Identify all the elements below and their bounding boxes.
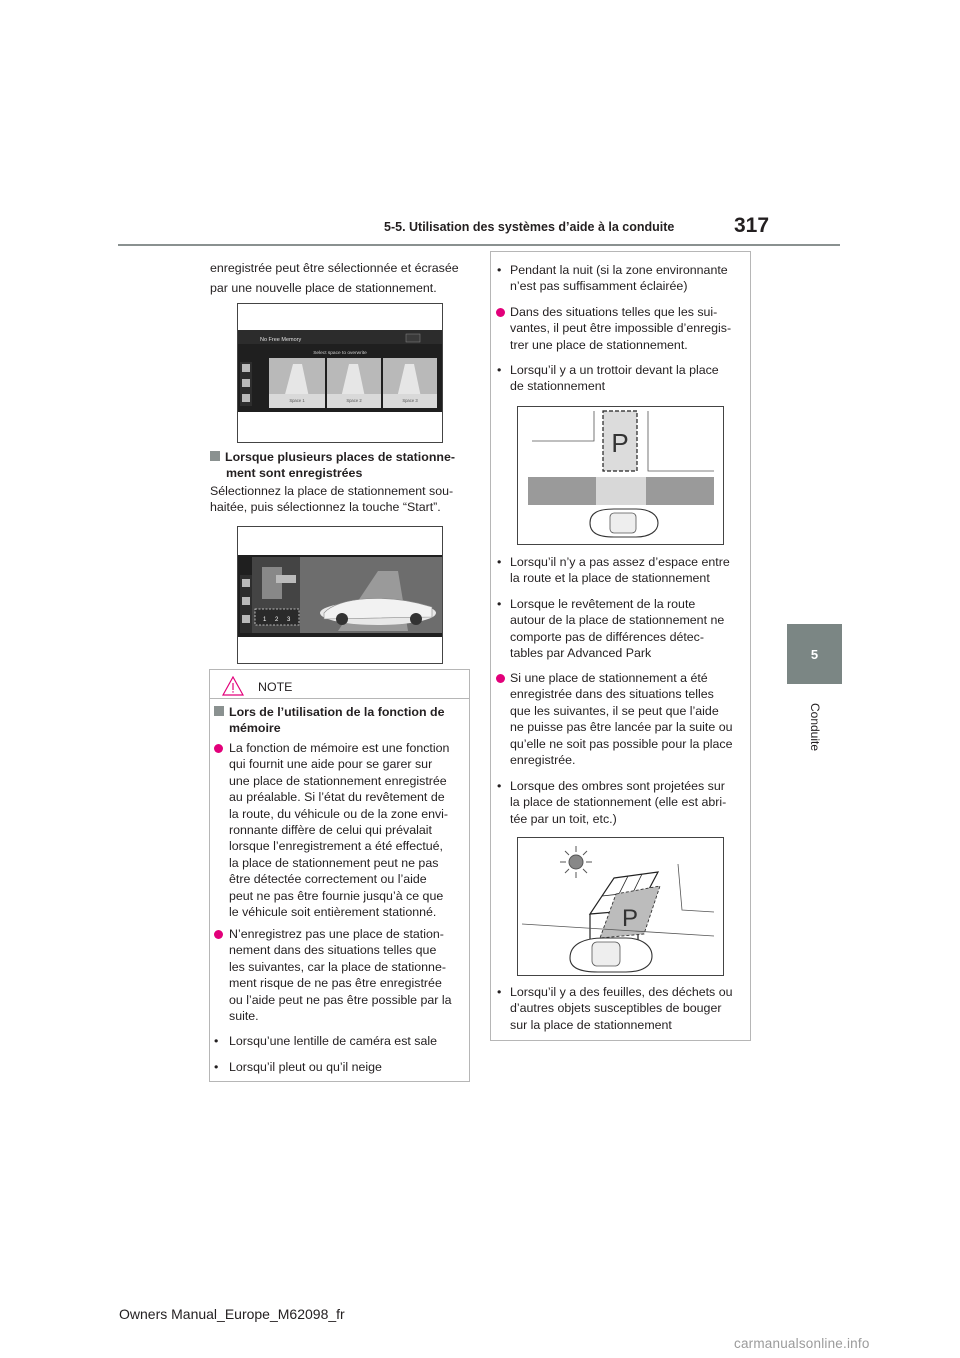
screen-figure-overwrite [237, 303, 443, 443]
pink-dot-icon [496, 308, 505, 317]
text-line: enregistrée. [510, 753, 576, 768]
note-panel [209, 669, 470, 1082]
select-screen-illustration [238, 527, 442, 663]
text-line: enregistrée dans des situations telles [510, 687, 714, 702]
slot-1-number: 1 [263, 617, 267, 623]
note-label: NOTE [258, 680, 293, 694]
chapter-title-text: Conduite [807, 702, 822, 752]
item-surface [497, 596, 745, 662]
shadow-illustration [518, 838, 723, 975]
text-line: tables par Advanced Park [510, 646, 652, 661]
space-1-label: Space 1 [289, 398, 305, 403]
text-line: la place de stationnement (elle est abri- [510, 795, 727, 810]
footer-manual-id: Owners Manual_Europe_M62098_fr [119, 1306, 345, 1322]
text-line: nement dans des situations telles que [229, 943, 437, 958]
pink-dot-icon [496, 674, 505, 683]
text-line: ne puisse pas être lancée par la suite ou [510, 720, 733, 735]
text-line: n’est pas suffisamment éclairée) [510, 279, 688, 294]
header-rule [118, 244, 840, 246]
note-sub-lens [214, 1033, 437, 1049]
dot-bullet: • [497, 363, 502, 377]
text-line: suite. [229, 1009, 259, 1024]
text-line: autour de la place de stationnement ne [510, 613, 725, 628]
square-bullet-icon [214, 706, 224, 716]
text-line: La fonction de mémoire est une fonction [229, 741, 450, 755]
item-situations [496, 304, 746, 353]
text-line: ronnante diffère de celui qui prévalait [229, 823, 432, 838]
text-line: de stationnement [510, 379, 606, 394]
paragraph-line: Sélectionnez la place de stationnement sou- [210, 484, 454, 498]
text-line: être détectée correctement ou l’aide [229, 872, 427, 887]
shadow-figure [517, 837, 724, 976]
item-space [497, 554, 745, 587]
chapter-tab: 5 [787, 624, 842, 684]
warning-icon [222, 676, 244, 696]
text-line: Dans des situations telles que les sui- [510, 305, 718, 319]
select-paragraph [210, 483, 453, 516]
text-line: la route et la place de stationnement [510, 571, 710, 586]
item-leaves [497, 984, 745, 1033]
paragraph-line: haitée, puis sélectionnez la touche “Start”. [210, 500, 441, 515]
text-line: Lorsqu’il pleut ou qu’il neige [229, 1060, 382, 1074]
note-sub-rain [214, 1059, 382, 1075]
note-heading [214, 704, 444, 737]
dot-bullet: • [214, 1034, 219, 1048]
text-line: la place de stationnement peut ne pas [229, 855, 439, 870]
text-line: Lorsque des ombres sont projetées sur [510, 779, 725, 793]
text-line: d’autres objets susceptibles de bouger [510, 1001, 722, 1016]
section-heading [210, 449, 455, 482]
sun-icon [560, 846, 592, 878]
page-number: 317 [734, 214, 770, 237]
car-icon [570, 938, 652, 972]
section-title: 5-5. Utilisation des systèmes d’aide à la conduite [384, 220, 675, 234]
pink-dot-icon [214, 930, 223, 939]
note-bullet-register [214, 926, 464, 1024]
text-line: peut ne pas être fournie jusqu’à ce que [229, 888, 444, 903]
text-line: le véhicule soit entièrement stationné. [229, 905, 437, 920]
note-panel-continued [490, 251, 751, 1041]
sidewalk-illustration [518, 407, 723, 544]
note-divider [210, 698, 469, 699]
square-bullet-icon [210, 451, 220, 461]
select-space-label: Select space to overwrite [313, 351, 367, 356]
text-line: Lorsqu’il y a un trottoir devant la place [510, 363, 719, 377]
dot-bullet: • [214, 1060, 219, 1074]
parking-p-label: P [611, 428, 629, 458]
text-line: une place de stationnement enregistrée [229, 773, 447, 788]
watermark: carmanualsonline.info [734, 1336, 870, 1351]
text-line: Lorsque le revêtement de la route [510, 597, 696, 611]
chapter-title [787, 692, 842, 762]
pink-dot-icon [214, 744, 223, 753]
text-line: au préalable. Si l’état du revêtement de [229, 790, 445, 805]
space-2-label: Space 2 [346, 398, 362, 403]
dot-bullet: • [497, 555, 502, 569]
text-line: sur la place de stationnement [510, 1017, 672, 1032]
dot-bullet: • [497, 263, 502, 277]
text-line: ment risque de ne pas être enregistrée [229, 976, 442, 991]
text-line: ou l’aide peut ne pas être possible par la [229, 992, 452, 1007]
text-line: que les suivantes, il se peut que l’aide [510, 703, 719, 718]
dot-bullet: • [497, 597, 502, 611]
note-heading-line: Lors de l’utilisation de la fonction de [229, 705, 445, 719]
text-line: les suivantes, car la place de stationne- [229, 959, 446, 974]
no-free-memory-label: No Free Memory [260, 337, 302, 343]
overwrite-screen-illustration [238, 304, 442, 442]
parking-p-label: P [621, 905, 639, 932]
note-heading-line: mémoire [229, 721, 281, 736]
item-sidewalk [497, 362, 745, 395]
item-night [497, 262, 745, 295]
dot-bullet: • [497, 779, 502, 793]
item-registered [496, 670, 746, 768]
note-bullet-memory [214, 740, 464, 920]
intro-line: enregistrée peut être sélectionnée et écrasée [210, 261, 459, 275]
slot-2-number: 2 [275, 617, 279, 623]
text-line: Lorsqu’une lentille de caméra est sale [229, 1034, 438, 1048]
intro-text [210, 260, 459, 297]
intro-line: par une nouvelle place de stationnement. [210, 281, 437, 296]
text-line: tée par un toit, etc.) [510, 811, 617, 826]
text-line: N’enregistrez pas une place de station- [229, 927, 444, 941]
heading-line: ment sont enregistrées [226, 466, 363, 481]
text-line: lorsque l’enregistrement a été effectué, [229, 839, 443, 854]
text-line: Si une place de stationnement a été [510, 671, 708, 685]
text-line: comporte pas de différences détec- [510, 629, 705, 644]
screen-figure-select [237, 526, 443, 664]
text-line: Lorsqu’il n’y a pas assez d’espace entre [510, 555, 730, 569]
dot-bullet: • [497, 985, 502, 999]
heading-line: Lorsque plusieurs places de stationne- [225, 450, 455, 464]
slot-3-number: 3 [287, 617, 291, 623]
sidewalk-figure [517, 406, 724, 545]
space-3-label: Space 3 [402, 398, 418, 403]
text-line: qu’elle ne soit pas possible pour la place [510, 736, 733, 751]
car-icon [590, 509, 658, 537]
text-line: vantes, il peut être impossible d’enregis- [510, 321, 732, 336]
text-line: la route, du véhicule ou de la zone envi- [229, 806, 449, 821]
text-line: Lorsqu’il y a des feuilles, des déchets ou [510, 985, 733, 999]
text-line: Pendant la nuit (si la zone environnante [510, 263, 728, 277]
text-line: qui fournit une aide pour se garer sur [229, 757, 433, 772]
text-line: trer une place de stationnement. [510, 337, 688, 352]
item-shadows [497, 778, 745, 827]
